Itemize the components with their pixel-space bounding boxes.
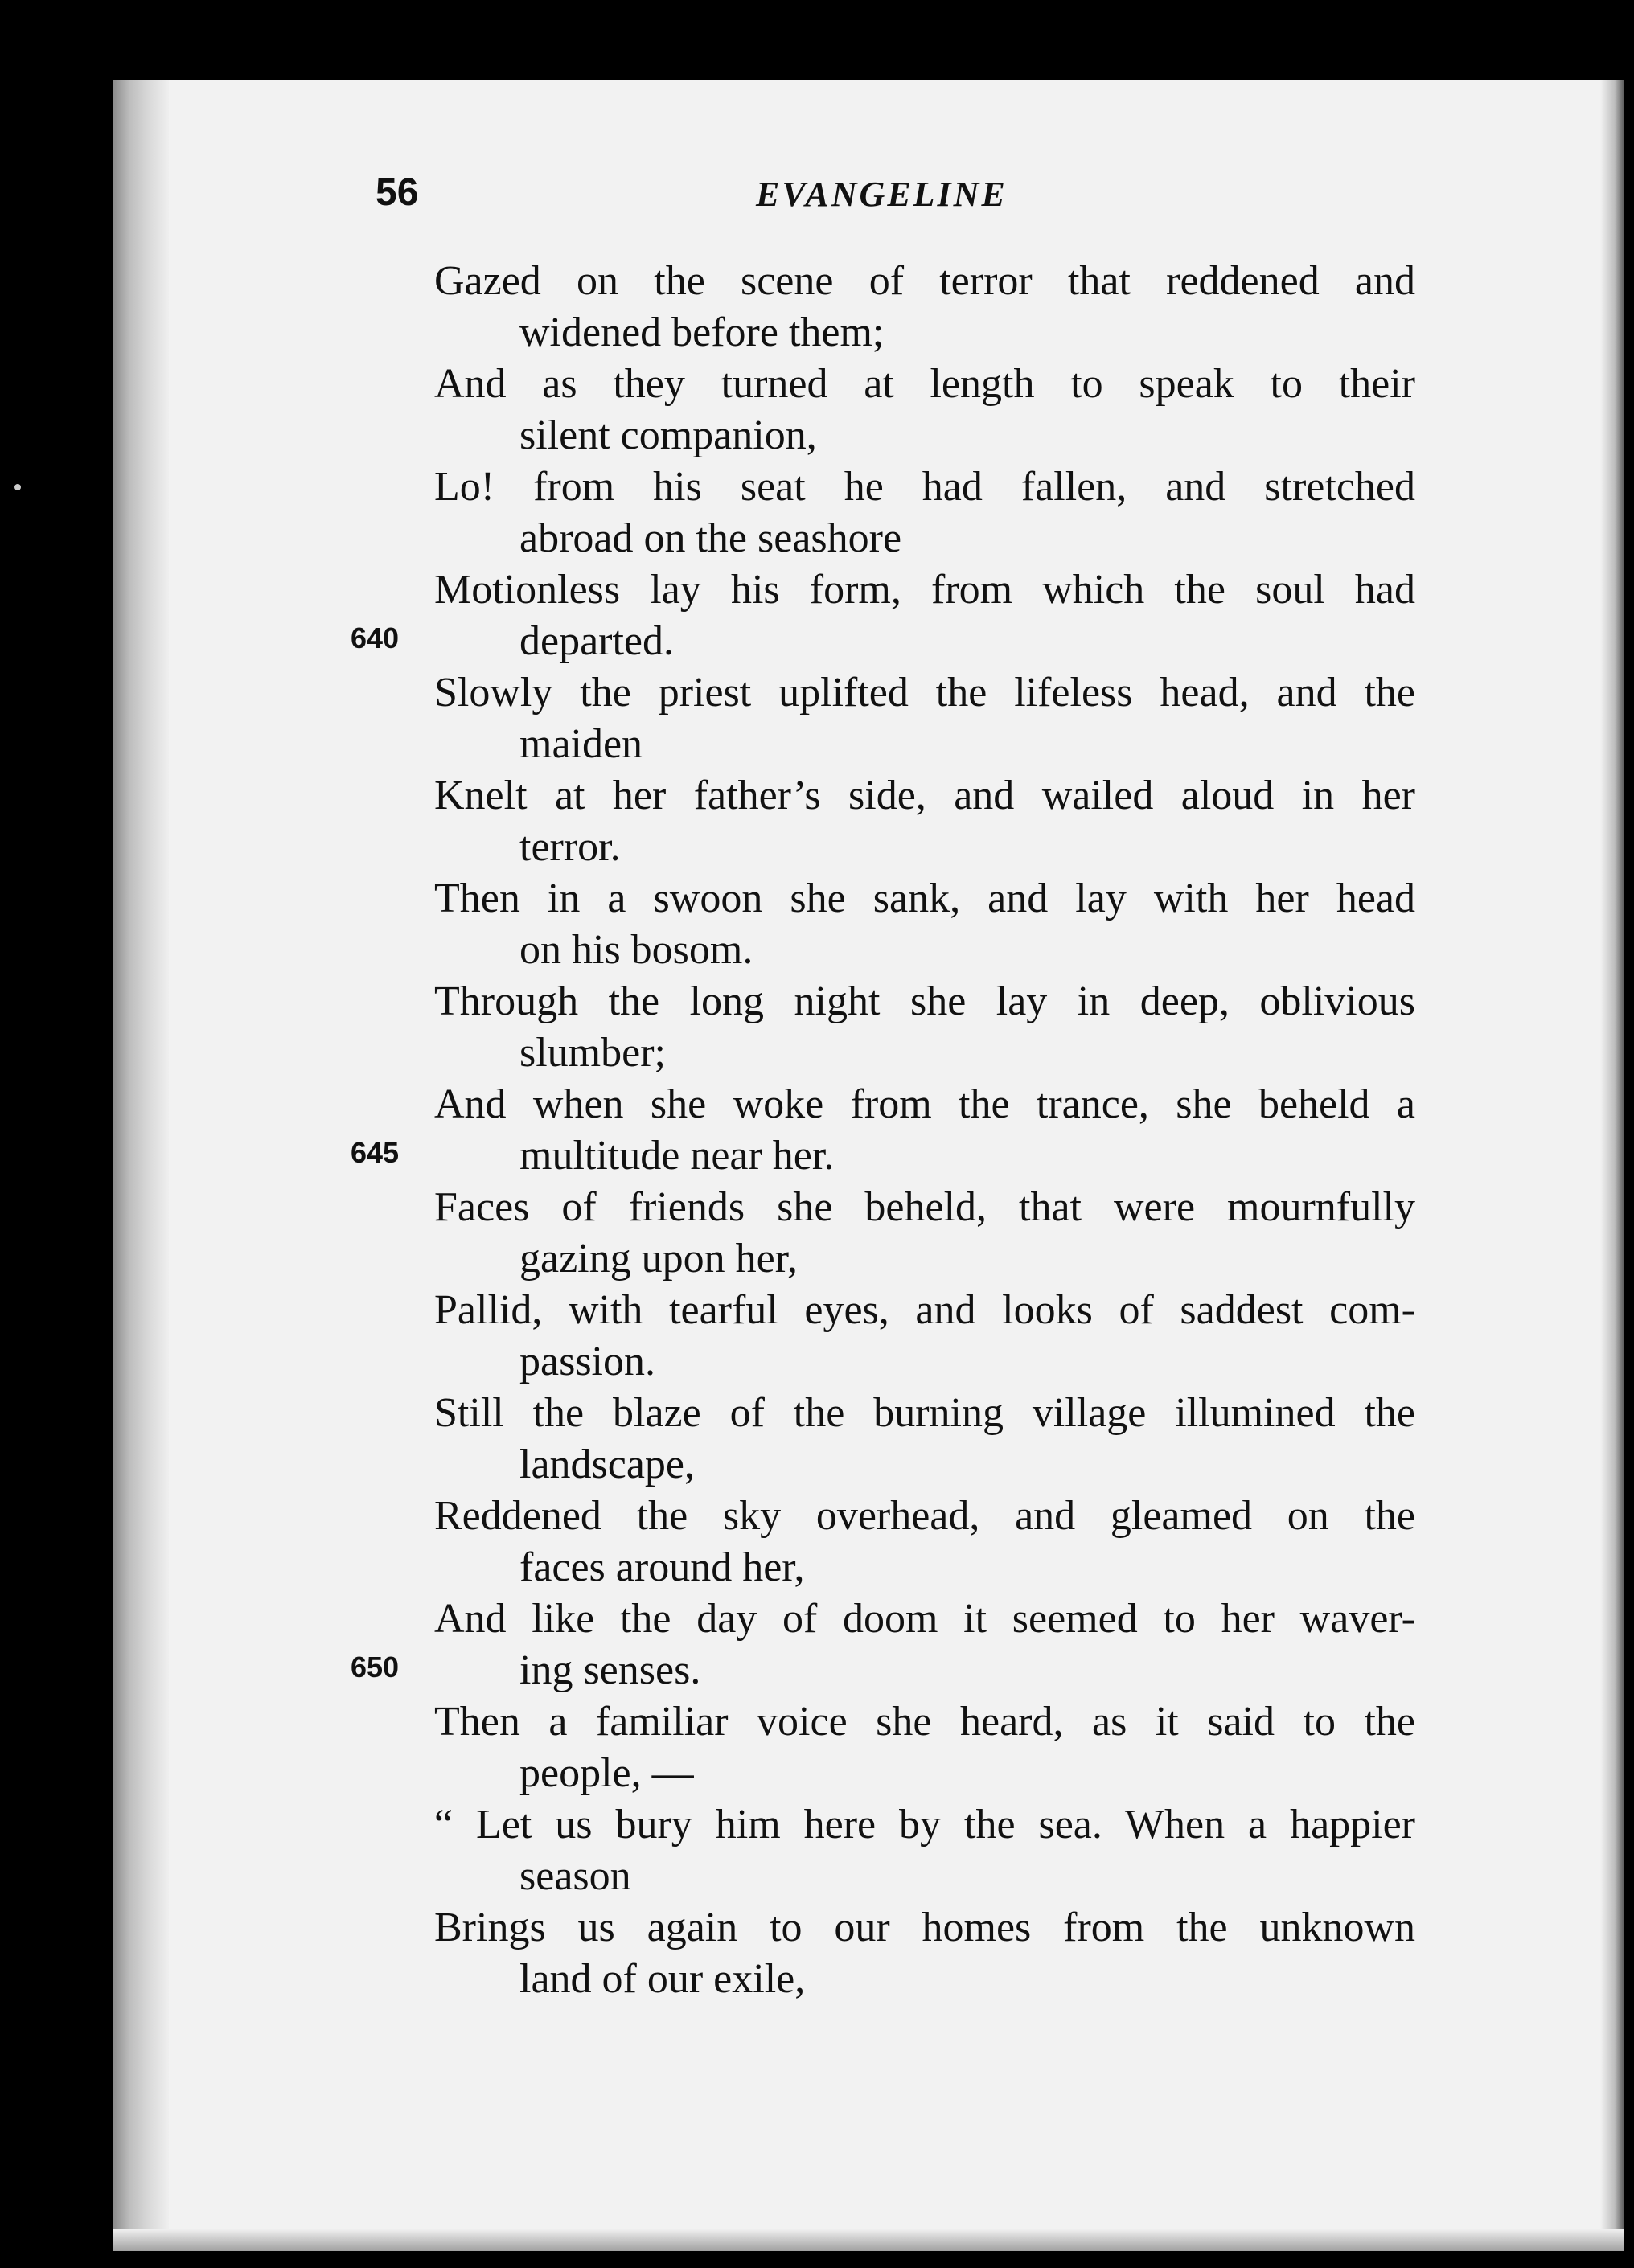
verse-line-text: Pallid, with tearful eyes, and looks of saddest com-: [434, 1287, 1415, 1333]
running-head: [113, 170, 1624, 219]
verse-line-continuation: widened before them;: [519, 310, 885, 355]
verse-line-continuation: land of our exile,: [519, 1956, 806, 2002]
book-page: [113, 80, 1624, 2251]
page-gutter-shadow: [113, 80, 169, 2251]
verse-line-text: Brings us again to our homes from the unknown: [434, 1905, 1415, 1950]
verse-line-continuation: season: [519, 1853, 631, 1899]
verse-line: [434, 873, 1415, 976]
verse-line: [434, 359, 1415, 461]
verse-line: [434, 1182, 1415, 1285]
page-number: 56: [376, 171, 419, 214]
line-number: 650: [351, 1651, 400, 1684]
verse-line: [434, 1799, 1415, 1902]
verse-line-continuation: departed.: [519, 618, 675, 664]
verse-line-continuation: landscape,: [519, 1442, 696, 1487]
verse-line-text: Then a familiar voice she heard, as it said to the: [434, 1699, 1415, 1745]
verse-line: [434, 1491, 1415, 1593]
verse-line-text: And when she woke from the trance, she beheld a: [434, 1081, 1415, 1127]
verse-line-text: Lo! from his seat he had fallen, and stretched: [434, 464, 1415, 510]
verse-line: [434, 667, 1415, 770]
verse-line: [434, 1285, 1415, 1388]
verse-line-text: Reddened the sky overhead, and gleamed on the: [434, 1493, 1415, 1539]
verse-line-continuation: people, —: [519, 1750, 694, 1796]
verse-line-text: Still the blaze of the burning village illumined the: [434, 1390, 1415, 1436]
verse-line: [351, 1079, 1415, 1182]
running-title: EVANGELINE: [756, 174, 1008, 214]
verse-line: [434, 770, 1415, 873]
verse-line: [351, 1593, 1415, 1696]
verse-line-continuation: slumber;: [519, 1030, 666, 1076]
verse-line-continuation: multitude near her.: [519, 1133, 835, 1179]
verse-line-continuation: silent companion,: [519, 412, 817, 458]
verse-line-text: Faces of friends she beheld, that were mournfully: [434, 1184, 1415, 1230]
line-number: 640: [351, 621, 400, 654]
verse-line-continuation: gazing upon her,: [519, 1236, 798, 1282]
verse-line-text: And as they turned at length to speak to their: [434, 361, 1415, 407]
verse-line-text: “ Let us bury him here by the sea. When a happier: [434, 1802, 1415, 1848]
verse-line-text: Knelt at her father’s side, and wailed aloud in her: [434, 773, 1415, 818]
verse-line: [434, 1696, 1415, 1799]
verse-line-continuation: maiden: [519, 721, 643, 767]
verse-line-continuation: faces around her,: [519, 1544, 805, 1590]
verse-line-text: And like the day of doom it seemed to her waver-: [434, 1596, 1415, 1642]
page-bottom-edge: [113, 2229, 1624, 2251]
verse-line: [434, 976, 1415, 1079]
verse-line-text: Through the long night she lay in deep, oblivious: [434, 978, 1415, 1024]
verse-line: [434, 1902, 1415, 2005]
verse-line-continuation: on his bosom.: [519, 927, 753, 973]
verse-line-continuation: passion.: [519, 1339, 655, 1384]
verse-line-text: Motionless lay his form, from which the soul had: [434, 567, 1415, 613]
verse-line-text: Then in a swoon she sank, and lay with her head: [434, 876, 1415, 921]
verse-line-text: Gazed on the scene of terror that reddened and: [434, 258, 1415, 304]
verse-line: [351, 564, 1415, 667]
scan-speck: [14, 484, 21, 490]
page-right-edge: [1600, 80, 1624, 2251]
line-number: 645: [351, 1136, 400, 1169]
verse-line: [434, 461, 1415, 564]
verse-line: [434, 1388, 1415, 1491]
verse-line-continuation: ing senses.: [519, 1647, 701, 1693]
verse-line-text: Slowly the priest uplifted the lifeless head, and the: [434, 670, 1415, 716]
verse-block: [351, 256, 1415, 2005]
verse-line-continuation: abroad on the seashore: [519, 515, 902, 561]
verse-line-continuation: terror.: [519, 824, 621, 870]
verse-line: [434, 256, 1415, 359]
